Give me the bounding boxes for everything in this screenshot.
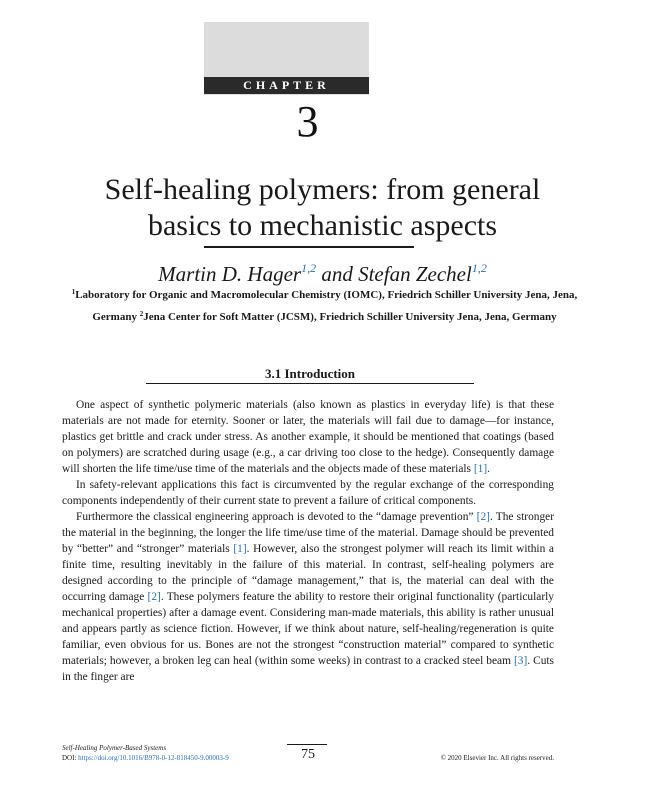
doi-line bbox=[62, 753, 229, 763]
citation-link[interactable]: [1] bbox=[233, 543, 247, 555]
author-name: Martin D. Hager bbox=[158, 262, 302, 286]
affiliation-text: Laboratory for Organic and Macromolecular Chemistry (IOMC), Friedrich Schiller University Jena, Jena, Germany bbox=[75, 289, 578, 323]
paragraph-text: . bbox=[487, 463, 490, 475]
body-text bbox=[62, 397, 554, 685]
chapter-title-line-2: basics to mechanistic aspects bbox=[147, 209, 498, 242]
doi-label: DOI: bbox=[62, 754, 77, 762]
chapter-number: 3 bbox=[296, 97, 319, 146]
author-conjunction: and bbox=[321, 262, 353, 286]
paragraph: In safety-relevant applications this fact is circumvented by the regular exchange of the corresponding components independently of their current state to prevent a failure of critical components. bbox=[62, 479, 554, 507]
citation-link[interactable]: [2] bbox=[476, 511, 490, 523]
copyright-notice: © 2020 Elsevier Inc. All rights reserved. bbox=[440, 754, 554, 762]
book-title: Self-Healing Polymer-Based Systems bbox=[62, 744, 167, 752]
paragraph-text: One aspect of synthetic polymeric materials (also known as plastics in everyday life) is that these materials are not made for eternity. Sooner or later, the materials will fail due to damage—for instance, plastics get brittle and crack under stress. As another example, it should be mentioned that coatings (based on polymers) are scratched during usage (e.g., a car driving too close to the hedge). Consequently damage will shorten the life time/use time of the materials and the objects made of these materials bbox=[62, 399, 554, 475]
page-number: 75 bbox=[301, 747, 315, 762]
footer-divider bbox=[287, 744, 327, 745]
chapter-label: CHAPTER bbox=[204, 77, 369, 94]
author-name: Stefan Zechel bbox=[358, 262, 472, 286]
section-heading: 3.1 Introduction bbox=[264, 366, 356, 381]
paragraph bbox=[62, 509, 554, 685]
affiliation-mark: 2 bbox=[139, 310, 144, 318]
chapter-title bbox=[60, 172, 585, 244]
paragraph-text: . However, also the strongest polymer will reach its limit within a finite time, resulting inevitably in the failure of this material. In contrast, self-healing polymers are designed according to the principle of “damage management,” that is, the material can deal with the occurring damage bbox=[62, 543, 554, 603]
paragraph-text: . Cuts in the finger are bbox=[62, 655, 554, 683]
citation-link[interactable]: [2] bbox=[147, 591, 161, 603]
paragraph-text: . The stronger the material in the beginning, the longer the life time/use time of the material. Damage should be prevented by “better” and “stronger” materials bbox=[62, 511, 554, 555]
doi-link[interactable]: https://doi.org/10.1016/B978-0-12-818450-9.00003-9 bbox=[78, 754, 229, 762]
paragraph-text: Furthermore the classical engineering approach is devoted to the “damage prevention” bbox=[76, 511, 477, 523]
footer-source bbox=[62, 743, 229, 763]
author-affiliation-mark[interactable]: 1,2 bbox=[471, 261, 487, 275]
paragraph bbox=[62, 397, 554, 477]
section-divider bbox=[146, 383, 474, 384]
paragraph-text: . These polymers feature the ability to restore their original functionality (particularly mechanical properties) after a damage event. Considering man-made materials, this ability is rather unusual and appears partly as science fiction. However, if we think about nature, self-healing/regeneration is quite familiar, even obvious for us. Bones are not the strongest “construction material” compared to synthetic materials; however, a broken leg can heal (within some weeks) in contrast to a cracked steel beam bbox=[62, 591, 554, 667]
affiliations bbox=[62, 283, 587, 327]
citation-link[interactable]: [1] bbox=[473, 463, 488, 475]
author-affiliation-mark[interactable]: 1,2 bbox=[301, 261, 317, 275]
chapter-title-line-1: Self-healing polymers: from general bbox=[104, 173, 541, 206]
citation-link[interactable]: [3] bbox=[513, 655, 528, 667]
affiliation-mark: 1 bbox=[71, 288, 76, 296]
title-divider bbox=[204, 246, 414, 248]
affiliation-text: Jena Center for Soft Matter (JCSM), Friedrich Schiller University Jena, Jena, Germany bbox=[143, 311, 557, 323]
